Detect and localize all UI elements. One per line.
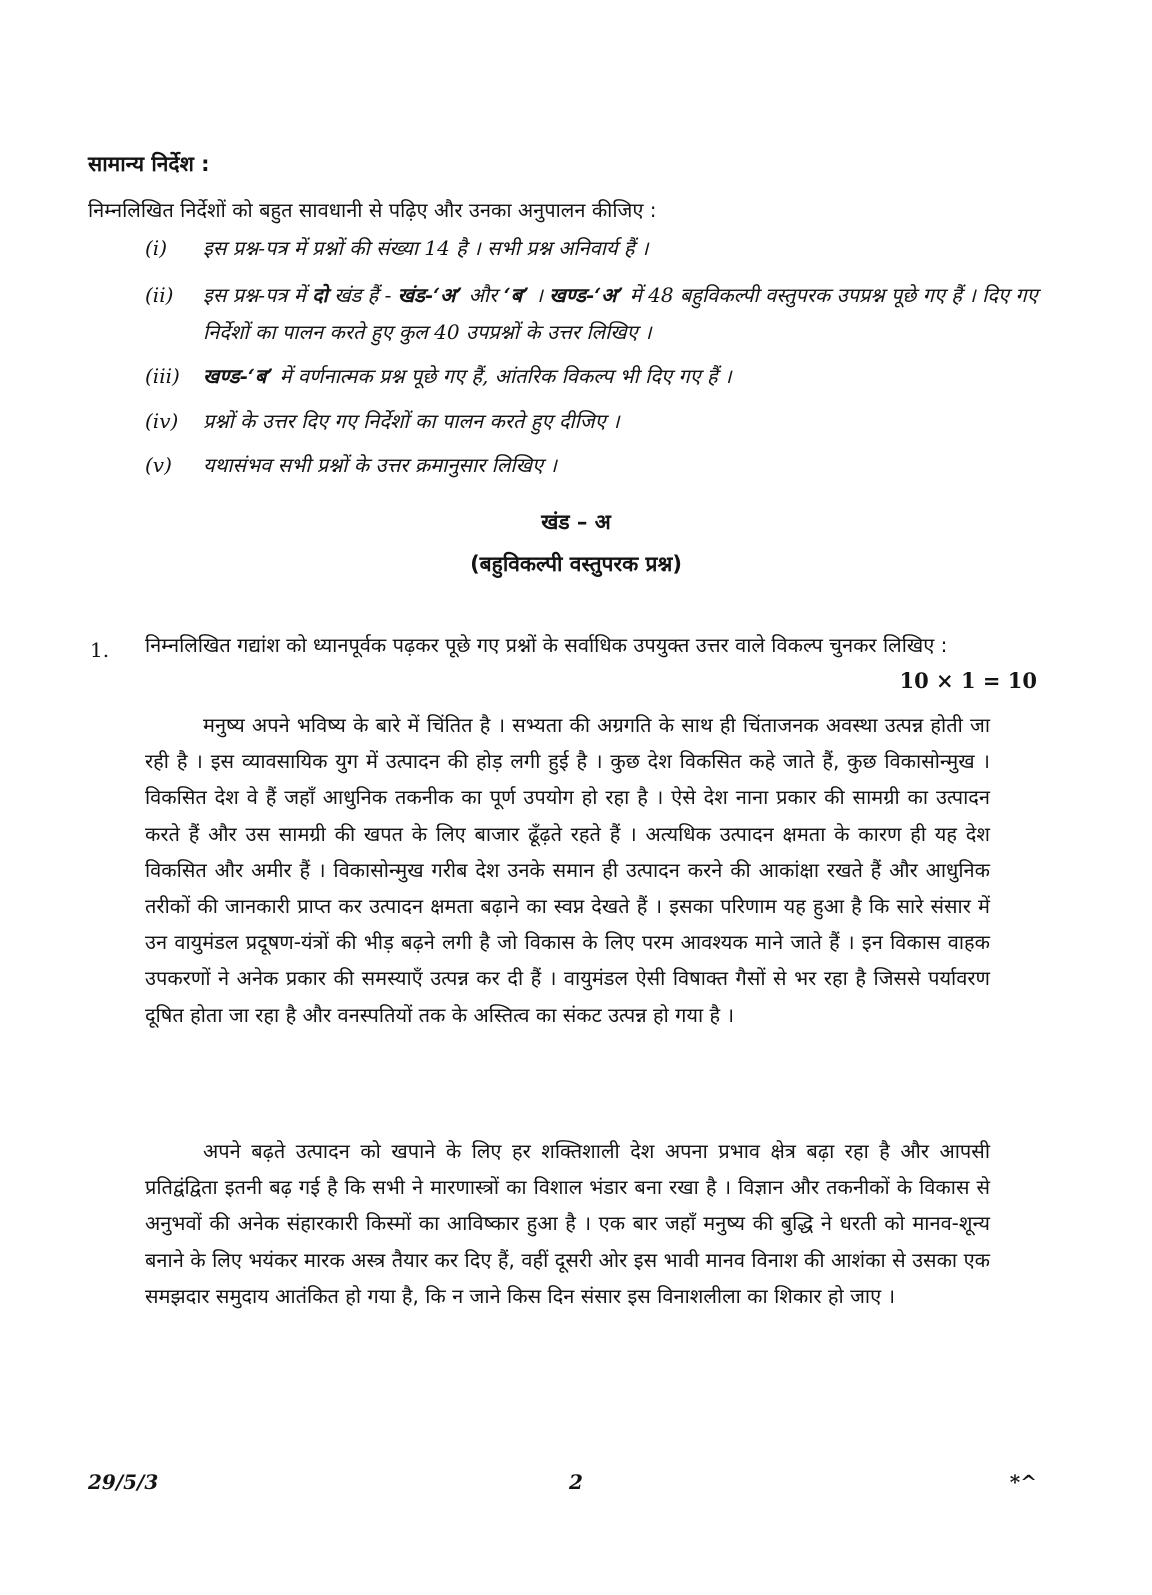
general-instructions-heading: सामान्य निर्देश : — [88, 152, 210, 176]
passage-paragraph: मनुष्य अपने भविष्य के बारे में चिंतित है । सभ्यता की अग्रगति के साथ ही चिंताजनक अवस्था उत्पन्न होती जा रही है । इस व्यावसायिक युग में उत्पादन की होड़ लगी हुई है । कुछ देश विकसित कहे जाते हैं, कुछ विकासोन्मुख । विकसित देश वे हैं जहाँ आधुनिक तकनीक का पूर्ण उपयोग हो रहा है । ऐसे देश नाना प्रकार की सामग्री का उत्पादन करते हैं और उस सामग्री की खपत के लिए बाजार ढूँढ़ते रहते हैं । अत्यधिक उत्पादन क्षमता के कारण ही यह देश विकसित और अमीर हैं । विकासोन्मुख गरीब देश उनके समान ही उत्पादन करने की आकांक्षा रखते हैं और आधुनिक तरीकों की जानकारी प्राप्त कर उत्पादन क्षमता बढ़ाने का स्वप्न देखते हैं । इसका परिणाम यह हुआ है कि सारे संसार में उन वायुमंडल प्रदूषण-यंत्रों की भीड़ बढ़ने लगी है जो विकास के लिए परम आवश्यक माने जाते हैं । इन विकास वाहक उपकरणों ने अनेक प्रकार की समस्याएँ उत्पन्न कर दी हैं । वायुमंडल ऐसी विषाक्त गैसों से भर रहा है जिससे पर्यावरण दूषित होता जा रहा है और वनस्पतियों तक के अस्तित्व का संकट उत्पन्न हो गया है । — [145, 713, 990, 1027]
instruction-text: यथासंभव सभी प्रश्नों के उत्तर क्रमानुसार लिखिए । — [203, 453, 557, 477]
question-number: 1. — [90, 638, 110, 662]
instruction-number: (iv) — [145, 409, 179, 433]
instruction-number: (iii) — [145, 364, 180, 388]
section-title: खंड – अ — [541, 510, 611, 534]
general-instructions-intro: निम्नलिखित निर्देशों को बहुत सावधानी से पढ़िए और उनका अनुपालन कीजिए : — [88, 198, 657, 222]
passage-paragraph: अपने बढ़ते उत्पादन को खपाने के लिए हर शक्तिशाली देश अपना प्रभाव क्षेत्र बढ़ा रहा है और आपसी प्रतिद्वंद्विता इतनी बढ़ गई है कि सभी ने मारणास्त्रों का विशाल भंडार बना रखा है । विज्ञान और तकनीकों के विकास से अनुभवों की अनेक संहारकारी किस्मों का आविष्कार हुआ है । एक बार जहाँ मनुष्य की बुद्धि ने धरती को मानव-शून्य बनाने के लिए भयंकर मारक अस्त्र तैयार कर दिए हैं, वहीं दूसरी ओर इस भावी मानव विनाश की आशंका से उसका एक समझदार समुदाय आतंकित हो गया है, कि न जाने किस दिन संसार इस विनाशलीला का शिकार हो जाए । — [145, 1139, 990, 1308]
instruction-text: खण्ड-‘ब’ में वर्णनात्मक प्रश्न पूछे गए हैं, आंतरिक विकल्प भी दिए गए हैं । — [203, 364, 732, 388]
question-marks: 10 × 1 = 10 — [899, 668, 1037, 693]
instruction-text: प्रश्नों के उत्तर दिए गए निर्देशों का पालन करते हुए दीजिए । — [203, 409, 620, 433]
paper-code: 29/5/3 — [88, 1470, 159, 1494]
footer-mark: *^ — [1009, 1470, 1037, 1494]
instruction-number: (i) — [145, 236, 168, 260]
instruction-text: इस प्रश्न-पत्र में प्रश्नों की संख्या 14 है । सभी प्रश्न अनिवार्य हैं । — [203, 236, 649, 260]
section-subtitle: (बहुविकल्पी वस्तुपरक प्रश्न) — [470, 552, 682, 576]
instruction-text: इस प्रश्न-पत्र में दो खंड हैं - खंड-‘अ’ और ‘ब’ । खण्ड-‘अ’ में 48 बहुविकल्पी वस्तुपरक उपप्रश्न पूछे गए हैं । दिए गए निर्देशों का पालन करते हुए कुल 40 उपप्रश्नों के उत्तर लिखिए । — [203, 283, 1038, 344]
page-number: 2 — [569, 1470, 583, 1494]
instruction-number: (ii) — [145, 283, 174, 307]
instruction-number: (v) — [145, 453, 172, 477]
question-text: निम्नलिखित गद्यांश को ध्यानपूर्वक पढ़कर पूछे गए प्रश्नों के सर्वाधिक उपयुक्त उत्तर वाले विकल्प चुनकर लिखिए : — [145, 633, 948, 657]
